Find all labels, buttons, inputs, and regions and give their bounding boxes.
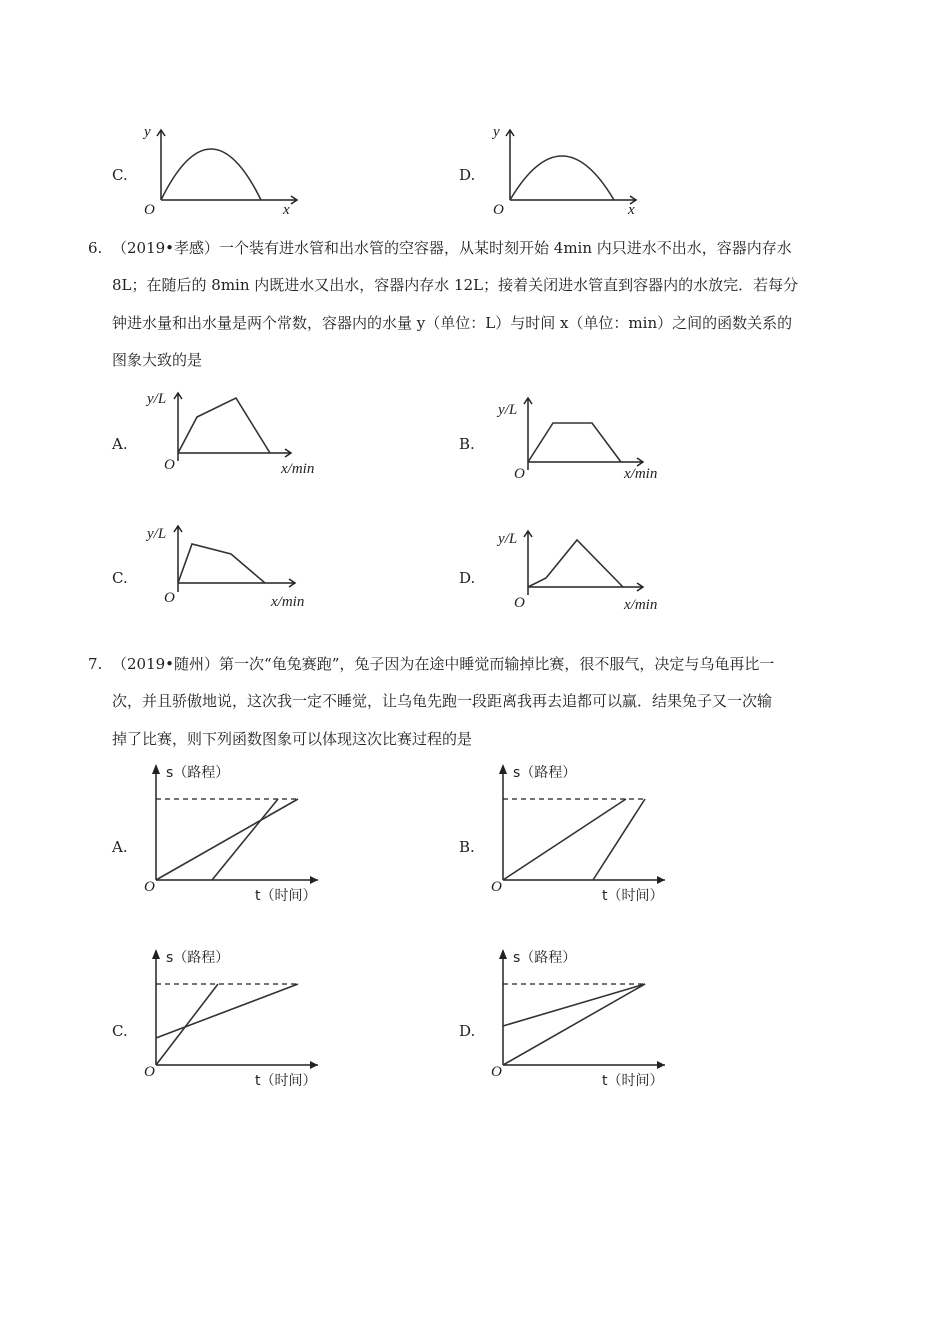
y-axis-label: s（路程） <box>166 765 230 781</box>
origin-label: O <box>144 1064 155 1080</box>
y-axis-label: s（路程） <box>513 765 577 781</box>
q6-text-line-1: （2019•孝感）一个装有进水管和出水管的空容器，从某时刻开始 4min 内只进水不出水，容器内存水 <box>112 239 792 257</box>
origin-label: O <box>164 590 175 606</box>
x-axis-label: x <box>628 202 635 218</box>
q7-text-line-2: 次，并且骄傲地说，这次我一定不睡觉，让乌龟先跑一段距离我再去追都可以赢．结果兔子又一次输 <box>112 692 773 710</box>
q6-option-d-label: D. <box>459 569 476 587</box>
curve <box>161 149 261 200</box>
graph-line <box>178 544 265 583</box>
graph-line <box>528 423 621 462</box>
origin-label: O <box>514 595 525 611</box>
q7-number: 7. <box>88 655 103 673</box>
q7-option-a-label: A. <box>112 838 128 856</box>
rabbit-line <box>503 984 645 1065</box>
y-axis-label: s（路程） <box>513 950 577 966</box>
rabbit-line <box>212 799 278 880</box>
q6-option-b-label: B. <box>459 435 475 453</box>
q6-option-c-label: C. <box>112 569 128 587</box>
q7-text-line-1: （2019•随州）第一次“龟兔赛跑”，兔子因为在途中睡觉而输掉比赛，很不服气，决定与乌龟再比一 <box>112 655 775 673</box>
y-axis-arrow <box>152 949 160 959</box>
q5-option-d-graph <box>484 118 654 218</box>
q6-option-b-graph <box>495 390 680 485</box>
y-axis-arrow <box>499 764 507 774</box>
q5-option-c-graph <box>135 118 305 218</box>
x-axis-label: x/min <box>624 597 658 613</box>
q7-option-d-label: D. <box>459 1022 476 1040</box>
x-axis-label: t（时间） <box>602 1073 664 1089</box>
q7-option-d-graph <box>487 945 687 1095</box>
q6-text-line-4: 图象大致的是 <box>112 351 203 369</box>
q7-option-b-graph <box>487 760 687 910</box>
q7-option-a-graph <box>140 760 340 910</box>
x-axis-arrow <box>310 1061 318 1069</box>
q6-text-line-3: 钟进水量和出水量是两个常数，容器内的水量 y（单位：L）与时间 x（单位：min）之间的函数关系的 <box>112 314 793 332</box>
origin-label: O <box>493 202 504 218</box>
x-axis-label: x/min <box>271 594 305 610</box>
q5-option-d-label: D. <box>459 166 476 184</box>
y-axis-arrow <box>152 764 160 774</box>
x-axis-label: t（时间） <box>255 1073 317 1089</box>
y-axis-arrow <box>499 949 507 959</box>
curve <box>510 156 614 200</box>
origin-label: O <box>144 879 155 895</box>
origin-label: O <box>164 457 175 473</box>
q6-option-c-graph <box>145 520 330 615</box>
q6-text-line-2: 8L；在随后的 8min 内既进水又出水，容器内存水 12L；接着关闭进水管直到容器内的水放完．若每分 <box>112 276 799 294</box>
rabbit-line <box>593 799 645 880</box>
tortoise-line <box>503 984 645 1026</box>
graph-line <box>178 398 270 453</box>
x-axis-label: t（时间） <box>255 888 317 904</box>
x-axis-label: x/min <box>281 461 315 477</box>
x-axis-arrow <box>657 876 665 884</box>
x-axis-label: t（时间） <box>602 888 664 904</box>
x-axis-arrow <box>657 1061 665 1069</box>
rabbit-line <box>156 984 218 1065</box>
origin-label: O <box>491 879 502 895</box>
y-axis-label: y <box>493 124 500 140</box>
q6-option-a-graph <box>145 385 330 480</box>
origin-label: O <box>491 1064 502 1080</box>
x-axis-label: x <box>283 202 290 218</box>
y-axis-label: y <box>144 124 151 140</box>
x-axis-label: x/min <box>624 466 658 482</box>
q6-number: 6. <box>88 239 103 257</box>
origin-label: O <box>144 202 155 218</box>
q7-text-line-3: 掉了比赛，则下列函数图象可以体现这次比赛过程的是 <box>112 730 473 748</box>
q7-option-c-graph <box>140 945 340 1095</box>
q6-option-d-graph <box>495 525 680 620</box>
y-axis-label: y/L <box>147 526 167 542</box>
origin-label: O <box>514 466 525 482</box>
q6-option-a-label: A. <box>112 435 128 453</box>
y-axis-label: y/L <box>498 531 518 547</box>
q7-option-c-label: C. <box>112 1022 128 1040</box>
graph-line <box>528 540 623 587</box>
y-axis-label: y/L <box>498 402 518 418</box>
tortoise-line <box>156 799 298 880</box>
y-axis-label: y/L <box>147 391 167 407</box>
tortoise-line <box>503 799 626 880</box>
y-axis-label: s（路程） <box>166 950 230 966</box>
q7-option-b-label: B. <box>459 838 475 856</box>
q5-option-c-label: C. <box>112 166 128 184</box>
tortoise-line <box>156 984 298 1038</box>
x-axis-arrow <box>310 876 318 884</box>
